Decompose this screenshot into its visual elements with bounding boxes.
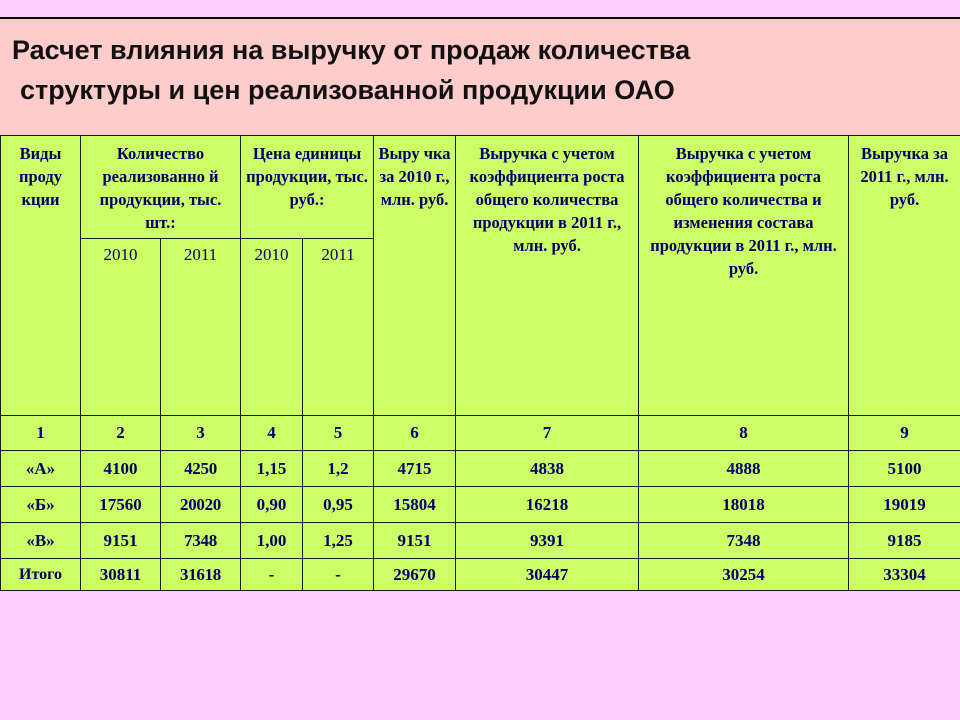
header-revenue-growth-coef: Выручка с учетом коэффициента роста общего количества продукции в 2011 г., млн. руб. xyxy=(456,136,639,416)
header-price-year-2011: 2011 xyxy=(303,239,374,416)
table-cell: 30254 xyxy=(639,559,849,591)
table-cell: 1,2 xyxy=(303,451,374,487)
column-number: 9 xyxy=(849,416,960,451)
column-number: 8 xyxy=(639,416,849,451)
column-number: 5 xyxy=(303,416,374,451)
header-qty-year-2011: 2011 xyxy=(161,239,241,416)
header-price-year-2010: 2010 xyxy=(241,239,303,416)
table-cell: 9391 xyxy=(456,523,639,559)
row-label: «Б» xyxy=(1,487,81,523)
table-cell: 9185 xyxy=(849,523,960,559)
table-cell: 31618 xyxy=(161,559,241,591)
header-revenue-growth-structure: Выручка с учетом коэффициента роста общего количества и изменения состава продукции в 2011 г., млн. руб. xyxy=(639,136,849,416)
row-label: Итого xyxy=(1,559,81,591)
table-row xyxy=(1,451,960,487)
table-cell: 18018 xyxy=(639,487,849,523)
column-number: 3 xyxy=(161,416,241,451)
column-number-row xyxy=(1,416,960,451)
table-cell: 9151 xyxy=(374,523,456,559)
column-number: 7 xyxy=(456,416,639,451)
header-revenue-2010: Выру чка за 2010 г., млн. руб. xyxy=(374,136,456,416)
table-cell: 1,15 xyxy=(241,451,303,487)
header-product-types: Виды проду кции xyxy=(1,136,81,416)
column-number: 6 xyxy=(374,416,456,451)
table-cell: 16218 xyxy=(456,487,639,523)
table-cell: 0,95 xyxy=(303,487,374,523)
table-row xyxy=(1,523,960,559)
column-number: 2 xyxy=(81,416,161,451)
column-number: 1 xyxy=(1,416,81,451)
column-number: 4 xyxy=(241,416,303,451)
table-row xyxy=(1,559,960,591)
table-row xyxy=(1,487,960,523)
table-cell: 9151 xyxy=(81,523,161,559)
page-title-line-2: структуры и цен реализованной продукции ОАО xyxy=(20,75,675,105)
table-cell: 4838 xyxy=(456,451,639,487)
table-cell: - xyxy=(303,559,374,591)
table-cell: 4715 xyxy=(374,451,456,487)
table-cell: 4250 xyxy=(161,451,241,487)
table-cell: 5100 xyxy=(849,451,960,487)
table-cell: 19019 xyxy=(849,487,960,523)
table-cell: 17560 xyxy=(81,487,161,523)
row-label: «В» xyxy=(1,523,81,559)
table-cell: 1,00 xyxy=(241,523,303,559)
title-box xyxy=(0,17,960,135)
table-cell: 0,90 xyxy=(241,487,303,523)
table-cell: 30811 xyxy=(81,559,161,591)
table-cell: 7348 xyxy=(161,523,241,559)
revenue-table xyxy=(0,135,960,591)
table-cell: 15804 xyxy=(374,487,456,523)
table-cell: 30447 xyxy=(456,559,639,591)
header-unit-price: Цена единицы продукции, тыс. руб.: xyxy=(241,136,374,239)
page-title-line-1: Расчет влияния на выручку от продаж количества xyxy=(12,35,691,65)
header-revenue-2011: Выручка за 2011 г., млн. руб. xyxy=(849,136,960,416)
table-cell: 1,25 xyxy=(303,523,374,559)
header-qty-year-2010: 2010 xyxy=(81,239,161,416)
row-label: «А» xyxy=(1,451,81,487)
table-cell: 4888 xyxy=(639,451,849,487)
header-quantity: Количество реализованно й продукции, тыс. шт.: xyxy=(81,136,241,239)
table-body xyxy=(1,451,960,591)
table-cell: 33304 xyxy=(849,559,960,591)
table-cell: - xyxy=(241,559,303,591)
table-cell: 20020 xyxy=(161,487,241,523)
table-cell: 7348 xyxy=(639,523,849,559)
table-cell: 4100 xyxy=(81,451,161,487)
table-cell: 29670 xyxy=(374,559,456,591)
